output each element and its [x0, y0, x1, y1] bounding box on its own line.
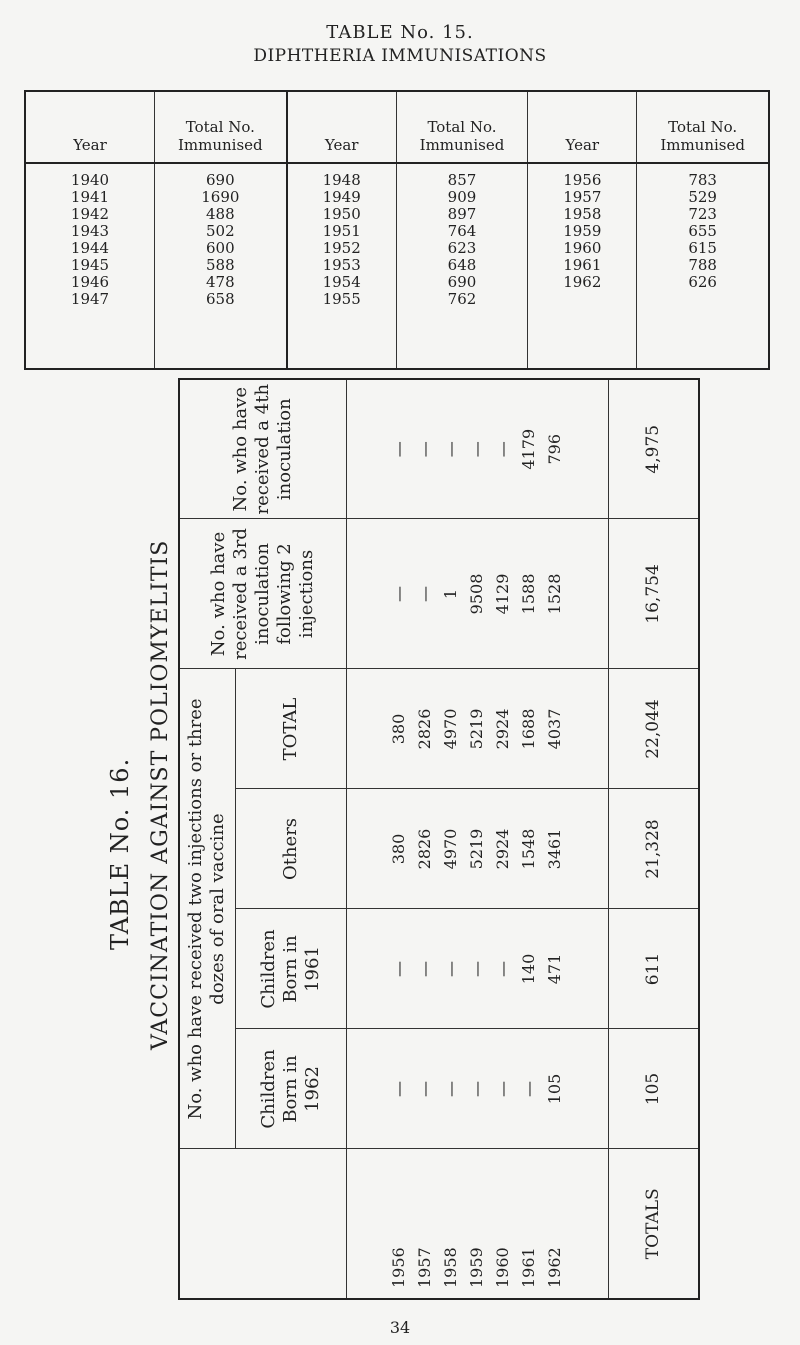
table-row — [25, 291, 769, 308]
total-born-1961: 611 — [608, 909, 699, 1029]
cell-year: 1941 — [70, 188, 110, 206]
table15-number: TABLE No. 15. — [326, 22, 474, 43]
born-1962-values: — — — — — — 105 — [346, 1029, 608, 1149]
total-born-1962: 105 — [608, 1029, 699, 1149]
padding-cell — [396, 308, 528, 369]
cell-immunised: 600 — [155, 240, 287, 257]
col-header-immunised: Total No. Immunised — [155, 91, 287, 163]
cell-immunised — [637, 291, 769, 308]
totals-label: TOTALS — [608, 1149, 699, 1299]
cell-immunised: 788 — [637, 257, 769, 274]
cell-year: 1942 — [70, 205, 110, 223]
total-fourth-inoculation: 4,975 — [608, 379, 699, 519]
padding-cell — [637, 308, 769, 369]
cell-immunised: 897 — [396, 206, 528, 223]
cell-year: 1952 — [287, 240, 397, 257]
table16-title: VACCINATION AGAINST POLIOMYELITIS — [148, 539, 173, 1050]
cell-immunised: 615 — [637, 240, 769, 257]
table-row — [25, 206, 769, 223]
col-header-fourth-inoculation: No. who have received a 4th inoculation — [179, 379, 346, 519]
table15-padding-row — [25, 308, 769, 369]
cell-immunised: 623 — [396, 240, 528, 257]
cell-immunised: 783 — [637, 172, 769, 189]
col-header-year: Year — [25, 91, 155, 163]
col-header-year: Year — [287, 91, 397, 163]
col-header-third-inoculation: No. who have received a 3rd inoculation following 2 injections — [179, 519, 346, 669]
cell-immunised: 488 — [155, 206, 287, 223]
cell-year: 1940 — [70, 171, 110, 189]
cell-year: 1956 — [528, 172, 637, 189]
cell-immunised: 909 — [396, 189, 528, 206]
cell-year: 1960 — [528, 240, 637, 257]
cell-year: 1947 — [70, 290, 110, 308]
table-row — [25, 189, 769, 206]
padding-cell — [155, 308, 287, 369]
cell-year: 1958 — [528, 206, 637, 223]
cell-year: 1962 — [528, 274, 637, 291]
cell-immunised: 655 — [637, 223, 769, 240]
table-row — [25, 240, 769, 257]
total-total: 22,044 — [608, 669, 699, 789]
others-values: 380 2826 4970 5219 2924 1548 3461 — [346, 789, 608, 909]
total-values: 380 2826 4970 5219 2924 1688 4037 — [346, 669, 608, 789]
table-row — [25, 172, 769, 189]
total-others: 21,328 — [608, 789, 699, 909]
fourth-inoculation-values: — — — — — 4179 796 — [346, 379, 608, 519]
table16-data-row — [346, 379, 608, 1299]
table-row — [25, 257, 769, 274]
table16-totals-row — [608, 379, 699, 1299]
cell-immunised: 857 — [396, 172, 528, 189]
col-header-year: Year — [528, 91, 637, 163]
col-header-immunised: Total No. Immunised — [396, 91, 528, 163]
cell-immunised: 723 — [637, 206, 769, 223]
padding-cell — [25, 308, 155, 369]
cell-immunised: 648 — [396, 257, 528, 274]
cell-immunised: 690 — [396, 274, 528, 291]
col-header-total: TOTAL — [235, 669, 346, 789]
cell-immunised: 626 — [637, 274, 769, 291]
cell-immunised: 529 — [637, 189, 769, 206]
cell-year: 1944 — [70, 239, 110, 257]
group-header: No. who have received two injections or three dozes of oral vaccine — [179, 669, 235, 1149]
table16-group-header-row — [179, 379, 235, 1299]
cell-immunised: 690 — [155, 172, 287, 189]
cell-year: 1949 — [287, 189, 397, 206]
cell-year: 1950 — [287, 206, 397, 223]
total-third-inoculation: 16,754 — [608, 519, 699, 669]
cell-year: 1945 — [70, 256, 110, 274]
cell-year: 1946 — [70, 273, 110, 291]
cell-year: 1961 — [528, 257, 637, 274]
polio-table — [178, 378, 700, 1300]
year-header-cell — [179, 1149, 346, 1299]
cell-year: 1951 — [287, 223, 397, 240]
cell-immunised: 502 — [155, 223, 287, 240]
third-inoculation-values: — — 1 9508 4129 1588 1528 — [346, 519, 608, 669]
cell-year — [528, 291, 637, 308]
table16-number: TABLE No. 16. — [106, 757, 134, 950]
cell-immunised: 588 — [155, 257, 287, 274]
col-header-born-1961: Children Born in 1961 — [235, 909, 346, 1029]
padding-cell — [287, 308, 397, 369]
cell-year: 1943 — [70, 222, 110, 240]
cell-immunised: 1690 — [155, 189, 287, 206]
year-list: 1956 1957 1958 1959 1960 1961 1962 — [346, 1149, 608, 1299]
cell-year: 1948 — [287, 172, 397, 189]
col-header-born-1962: Children Born in 1962 — [235, 1029, 346, 1149]
table15-title: DIPHTHERIA IMMUNISATIONS — [253, 46, 547, 66]
page-number: 34 — [389, 1318, 411, 1337]
cell-year: 1955 — [287, 291, 397, 308]
table15-spacer-row — [25, 163, 769, 172]
born-1961-values: — — — — — 140 471 — [346, 909, 608, 1029]
polio-table-container — [178, 380, 700, 1300]
cell-immunised: 764 — [396, 223, 528, 240]
table-row — [25, 223, 769, 240]
col-header-immunised: Total No. Immunised — [637, 91, 769, 163]
cell-immunised: 762 — [396, 291, 528, 308]
padding-cell — [528, 308, 637, 369]
cell-year: 1953 — [287, 257, 397, 274]
cell-year: 1954 — [287, 274, 397, 291]
col-header-others: Others — [235, 789, 346, 909]
cell-year: 1957 — [528, 189, 637, 206]
table15-header-row — [25, 91, 769, 163]
cell-year: 1959 — [528, 223, 637, 240]
diphtheria-table — [24, 90, 770, 370]
table-row — [25, 274, 769, 291]
cell-immunised: 658 — [155, 291, 287, 308]
cell-immunised: 478 — [155, 274, 287, 291]
